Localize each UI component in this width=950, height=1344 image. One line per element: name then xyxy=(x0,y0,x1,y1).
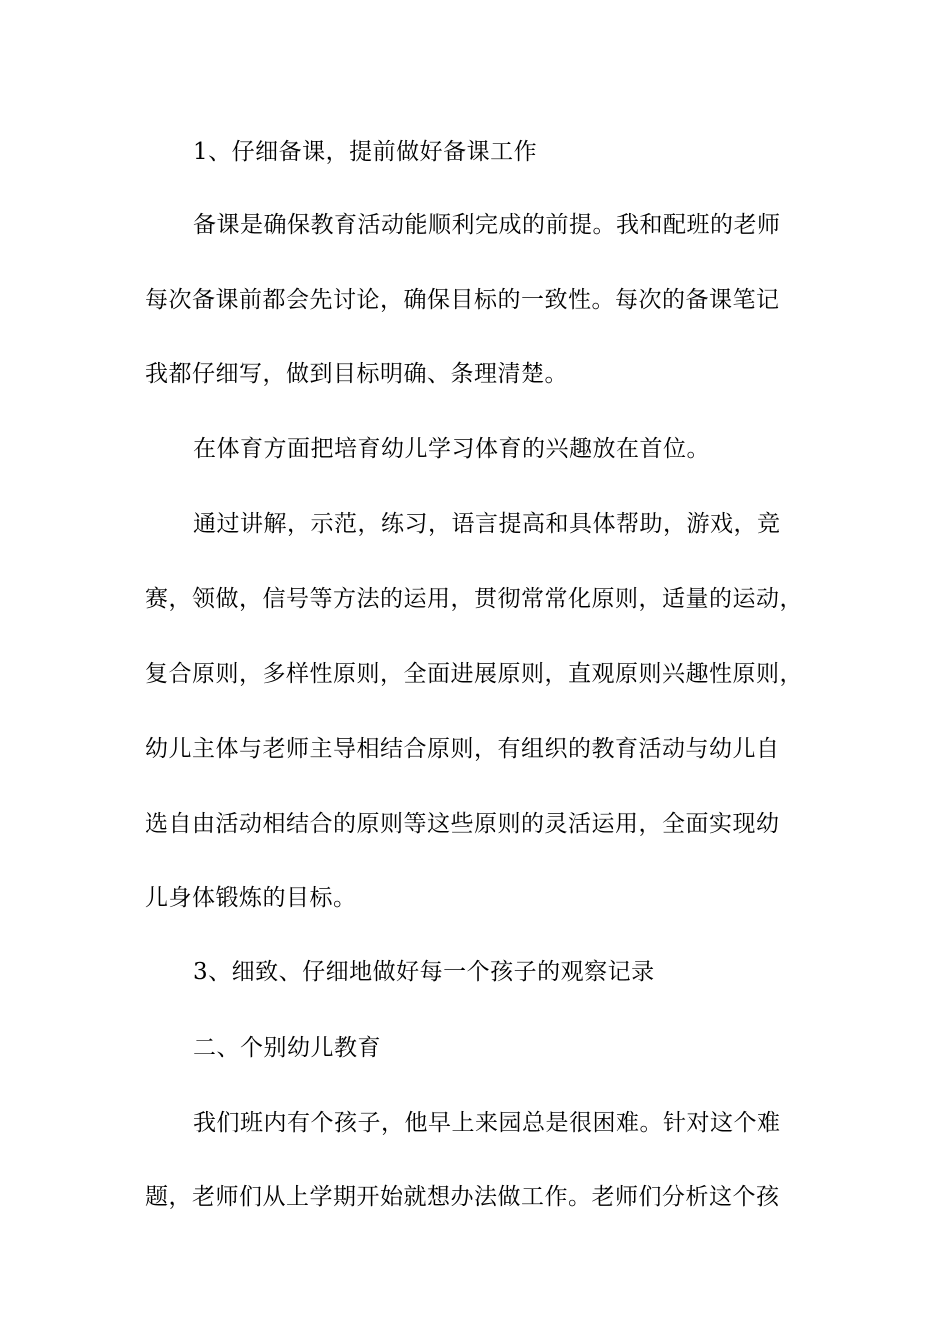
paragraph-line: 选自由活动相结合的原则等这些原则的灵活运用，全面实现幼 xyxy=(145,811,780,837)
paragraph-line: 题，老师们从上学期开始就想办法做工作。老师们分析这个孩 xyxy=(145,1184,780,1210)
paragraph-line: 每次备课前都会先讨论，确保目标的一致性。每次的备课笔记 xyxy=(145,287,780,313)
paragraph-line: 复合原则，多样性原则，全面进展原则，直观原则兴趣性原则， xyxy=(145,661,803,687)
paragraph-line: 我都仔细写，做到目标明确、条理清楚。 xyxy=(145,361,568,387)
paragraph-line: 赛，领做，信号等方法的运用，贯彻常常化原则，适量的运动， xyxy=(145,586,803,612)
paragraph-line: 我们班内有个孩子，他早上来园总是很困难。针对这个难 xyxy=(193,1110,781,1136)
paragraph-line: 儿身体锻炼的目标。 xyxy=(145,885,357,911)
paragraph-line: 通过讲解，示范，练习，语言提高和具体帮助，游戏，竞 xyxy=(193,511,781,537)
section-heading-individual-education: 二、个别幼儿教育 xyxy=(193,1035,381,1061)
section-heading-prepare-lessons: 1、仔细备课，提前做好备课工作 xyxy=(193,139,538,165)
paragraph-line: 在体育方面把培育幼儿学习体育的兴趣放在首位。 xyxy=(193,436,710,462)
paragraph-line: 备课是确保教育活动能顺利完成的前提。我和配班的老师 xyxy=(193,212,781,238)
paragraph-line: 幼儿主体与老师主导相结合原则，有组织的教育活动与幼儿自 xyxy=(145,736,780,762)
section-heading-observation: 3、细致、仔细地做好每一个孩子的观察记录 xyxy=(193,959,655,985)
